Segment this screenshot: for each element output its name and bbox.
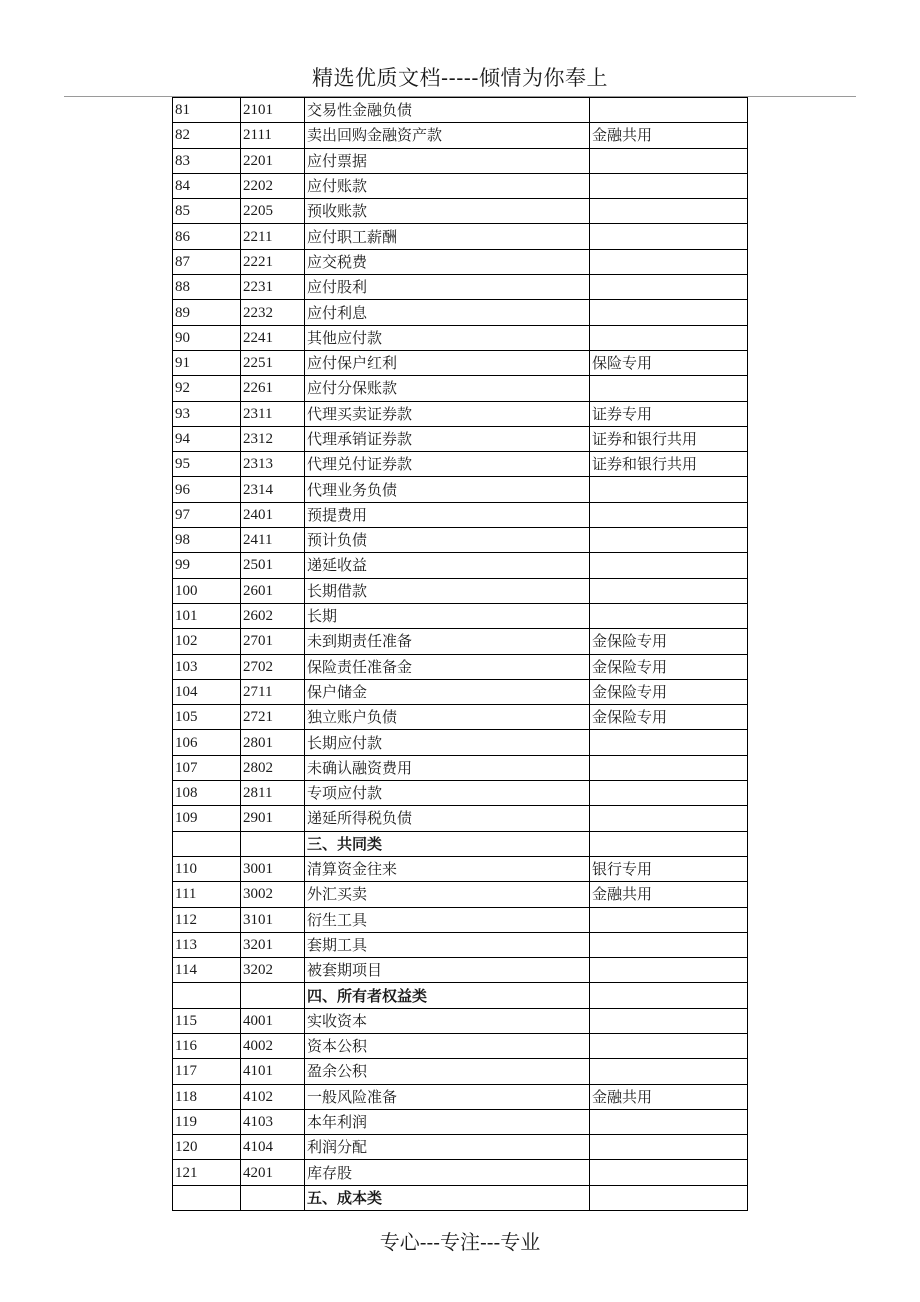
cell-account-code: 3001 [241,856,305,881]
cell-usage-note [590,983,748,1008]
cell-account-code: 2801 [241,730,305,755]
cell-row-number [173,831,241,856]
cell-row-number: 105 [173,705,241,730]
table-row [173,705,748,730]
cell-account-name: 长期借款 [305,578,590,603]
cell-row-number: 100 [173,578,241,603]
table-row [173,907,748,932]
cell-account-code: 3201 [241,932,305,957]
cell-account-code: 4104 [241,1135,305,1160]
cell-row-number: 86 [173,224,241,249]
table-row [173,426,748,451]
cell-usage-note: 金融共用 [590,882,748,907]
cell-account-code: 2111 [241,123,305,148]
cell-row-number: 95 [173,452,241,477]
cell-account-name: 一般风险准备 [305,1084,590,1109]
cell-row-number: 98 [173,528,241,553]
cell-usage-note [590,249,748,274]
table-row [173,123,748,148]
table-row [173,932,748,957]
cell-row-number: 93 [173,401,241,426]
cell-account-code: 3002 [241,882,305,907]
section-header-row [173,1185,748,1210]
cell-usage-note [590,224,748,249]
cell-account-code: 2314 [241,477,305,502]
cell-account-code: 4101 [241,1059,305,1084]
cell-row-number: 89 [173,300,241,325]
table-row [173,275,748,300]
table-row [173,806,748,831]
cell-account-name: 实收资本 [305,1008,590,1033]
cell-usage-note [590,300,748,325]
cell-usage-note: 银行专用 [590,856,748,881]
cell-row-number: 96 [173,477,241,502]
cell-row-number [173,983,241,1008]
cell-account-code: 2501 [241,553,305,578]
cell-row-number: 90 [173,325,241,350]
cell-row-number: 84 [173,173,241,198]
cell-account-code: 2241 [241,325,305,350]
cell-account-code: 4103 [241,1109,305,1134]
table-row [173,603,748,628]
table-row [173,553,748,578]
cell-row-number: 112 [173,907,241,932]
table-row [173,224,748,249]
cell-usage-note: 保险专用 [590,350,748,375]
cell-row-number: 110 [173,856,241,881]
cell-usage-note [590,730,748,755]
cell-row-number: 111 [173,882,241,907]
cell-row-number: 121 [173,1160,241,1185]
table-row [173,1059,748,1084]
cell-account-code: 2602 [241,603,305,628]
table-row [173,629,748,654]
cell-account-name: 应交税费 [305,249,590,274]
cell-usage-note [590,958,748,983]
cell-account-code: 4002 [241,1033,305,1058]
accounts-table-body [173,98,748,1211]
table-row [173,249,748,274]
section-header-row [173,831,748,856]
cell-account-name: 预收账款 [305,199,590,224]
cell-row-number: 82 [173,123,241,148]
cell-account-name: 卖出回购金融资产款 [305,123,590,148]
cell-account-name: 代理承销证券款 [305,426,590,451]
cell-account-name: 代理兑付证券款 [305,452,590,477]
cell-account-name: 长期 [305,603,590,628]
cell-usage-note [590,1109,748,1134]
cell-row-number: 94 [173,426,241,451]
cell-row-number [173,1185,241,1210]
table-row [173,578,748,603]
cell-account-name: 应付分保账款 [305,376,590,401]
section-title: 五、成本类 [305,1185,590,1210]
cell-row-number: 97 [173,502,241,527]
cell-row-number: 81 [173,98,241,123]
cell-account-code: 3101 [241,907,305,932]
cell-account-code: 2601 [241,578,305,603]
cell-account-name: 盈余公积 [305,1059,590,1084]
cell-account-name: 套期工具 [305,932,590,957]
cell-row-number: 120 [173,1135,241,1160]
cell-usage-note [590,502,748,527]
table-row [173,856,748,881]
cell-account-name: 递延收益 [305,553,590,578]
cell-row-number: 91 [173,350,241,375]
cell-usage-note: 金保险专用 [590,629,748,654]
table-row [173,1033,748,1058]
cell-account-name: 其他应付款 [305,325,590,350]
cell-account-code: 2202 [241,173,305,198]
cell-usage-note [590,325,748,350]
table-row [173,755,748,780]
table-row [173,173,748,198]
table-row [173,679,748,704]
cell-account-name: 应付利息 [305,300,590,325]
cell-usage-note [590,932,748,957]
cell-account-code: 4102 [241,1084,305,1109]
cell-row-number: 109 [173,806,241,831]
cell-account-code: 2311 [241,401,305,426]
cell-usage-note [590,755,748,780]
table-row [173,325,748,350]
cell-row-number: 85 [173,199,241,224]
table-row [173,401,748,426]
cell-account-name: 保险责任准备金 [305,654,590,679]
cell-usage-note: 金保险专用 [590,679,748,704]
cell-usage-note [590,831,748,856]
cell-row-number: 101 [173,603,241,628]
cell-row-number: 99 [173,553,241,578]
table-row [173,1008,748,1033]
cell-usage-note [590,1160,748,1185]
cell-usage-note [590,553,748,578]
table-row [173,502,748,527]
cell-account-code: 2101 [241,98,305,123]
cell-account-code: 2231 [241,275,305,300]
table-row [173,376,748,401]
cell-account-name: 预计负债 [305,528,590,553]
cell-account-code [241,1185,305,1210]
cell-usage-note: 金保险专用 [590,654,748,679]
cell-account-code: 2411 [241,528,305,553]
table-row [173,781,748,806]
cell-account-name: 被套期项目 [305,958,590,983]
table-row [173,958,748,983]
cell-account-code: 2251 [241,350,305,375]
cell-usage-note [590,376,748,401]
cell-account-name: 外汇买卖 [305,882,590,907]
cell-account-name: 保户储金 [305,679,590,704]
cell-account-code: 2312 [241,426,305,451]
cell-usage-note [590,578,748,603]
accounts-table [172,97,748,1211]
table-row [173,477,748,502]
cell-account-name: 清算资金往来 [305,856,590,881]
cell-account-code: 2221 [241,249,305,274]
section-title: 四、所有者权益类 [305,983,590,1008]
cell-row-number: 115 [173,1008,241,1033]
cell-usage-note: 证券和银行共用 [590,452,748,477]
cell-account-name: 库存股 [305,1160,590,1185]
table-row [173,350,748,375]
cell-account-name: 专项应付款 [305,781,590,806]
table-row [173,1109,748,1134]
cell-usage-note: 证券专用 [590,401,748,426]
cell-account-code: 2261 [241,376,305,401]
page-header-title: 精选优质文档-----倾情为你奉上 [312,66,608,90]
cell-account-code: 2901 [241,806,305,831]
cell-account-name: 未到期责任准备 [305,629,590,654]
cell-usage-note: 金保险专用 [590,705,748,730]
cell-row-number: 113 [173,932,241,957]
table-row [173,452,748,477]
cell-usage-note: 金融共用 [590,1084,748,1109]
cell-row-number: 106 [173,730,241,755]
table-row [173,1135,748,1160]
cell-account-code: 2201 [241,148,305,173]
cell-account-name: 代理买卖证券款 [305,401,590,426]
cell-row-number: 108 [173,781,241,806]
cell-row-number: 117 [173,1059,241,1084]
cell-row-number: 118 [173,1084,241,1109]
cell-account-code: 2802 [241,755,305,780]
section-header-row [173,983,748,1008]
cell-usage-note [590,148,748,173]
cell-account-code: 2721 [241,705,305,730]
page-footer-text: 专心---专注---专业 [379,1230,541,1254]
cell-usage-note [590,199,748,224]
table-row [173,654,748,679]
table-row [173,1084,748,1109]
cell-account-code: 2811 [241,781,305,806]
table-row [173,730,748,755]
cell-account-code: 4001 [241,1008,305,1033]
cell-account-code [241,983,305,1008]
cell-account-name: 应付账款 [305,173,590,198]
cell-row-number: 116 [173,1033,241,1058]
table-row [173,300,748,325]
cell-row-number: 119 [173,1109,241,1134]
cell-row-number: 83 [173,148,241,173]
cell-account-name: 预提费用 [305,502,590,527]
cell-row-number: 92 [173,376,241,401]
cell-account-name: 利润分配 [305,1135,590,1160]
cell-account-name: 交易性金融负债 [305,98,590,123]
table-row [173,882,748,907]
cell-account-code: 2702 [241,654,305,679]
table-row [173,98,748,123]
cell-usage-note [590,1185,748,1210]
cell-account-name: 递延所得税负债 [305,806,590,831]
cell-row-number: 102 [173,629,241,654]
cell-usage-note [590,1033,748,1058]
cell-account-code [241,831,305,856]
cell-account-name: 应付保户红利 [305,350,590,375]
cell-row-number: 107 [173,755,241,780]
cell-row-number: 104 [173,679,241,704]
cell-account-name: 资本公积 [305,1033,590,1058]
cell-row-number: 87 [173,249,241,274]
cell-row-number: 88 [173,275,241,300]
cell-usage-note: 证券和银行共用 [590,426,748,451]
cell-account-name: 未确认融资费用 [305,755,590,780]
cell-usage-note [590,1059,748,1084]
table-row [173,148,748,173]
section-title: 三、共同类 [305,831,590,856]
cell-account-code: 2711 [241,679,305,704]
cell-usage-note [590,275,748,300]
cell-account-name: 应付票据 [305,148,590,173]
table-row [173,199,748,224]
table-row [173,1160,748,1185]
cell-row-number: 103 [173,654,241,679]
cell-account-name: 本年利润 [305,1109,590,1134]
cell-usage-note [590,806,748,831]
cell-account-code: 2313 [241,452,305,477]
cell-account-name: 应付职工薪酬 [305,224,590,249]
cell-usage-note [590,781,748,806]
cell-account-code: 2401 [241,502,305,527]
cell-row-number: 114 [173,958,241,983]
cell-usage-note [590,603,748,628]
cell-usage-note [590,1135,748,1160]
cell-usage-note [590,528,748,553]
cell-account-code: 3202 [241,958,305,983]
cell-account-code: 2232 [241,300,305,325]
cell-account-code: 4201 [241,1160,305,1185]
cell-usage-note [590,907,748,932]
cell-account-name: 代理业务负债 [305,477,590,502]
cell-account-code: 2701 [241,629,305,654]
cell-account-code: 2205 [241,199,305,224]
cell-account-name: 衍生工具 [305,907,590,932]
cell-usage-note: 金融共用 [590,123,748,148]
cell-usage-note [590,173,748,198]
cell-usage-note [590,98,748,123]
cell-usage-note [590,1008,748,1033]
cell-account-name: 应付股利 [305,275,590,300]
cell-account-code: 2211 [241,224,305,249]
table-row [173,528,748,553]
cell-usage-note [590,477,748,502]
cell-account-name: 独立账户负债 [305,705,590,730]
cell-account-name: 长期应付款 [305,730,590,755]
